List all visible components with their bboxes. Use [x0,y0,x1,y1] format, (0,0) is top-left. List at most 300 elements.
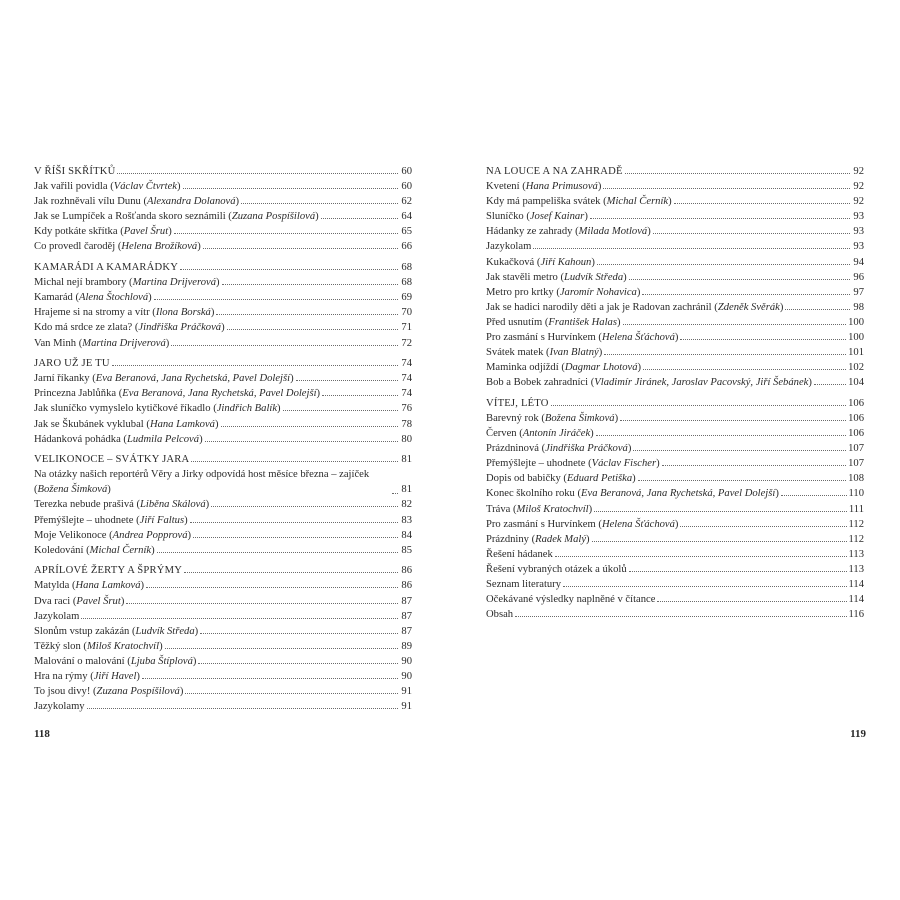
section-title [34,452,189,467]
entry-title-text: Maminka odjíždí [486,362,559,374]
entry-title: Pro zasmání s Hurvínkem (Helena Šťáchová) [486,332,679,344]
entry-page-number: 89 [401,640,412,652]
entry-page-number: 106 [848,397,864,409]
entry-title-text: Hrajeme si na stromy a vítr [34,307,150,319]
entry-title-text: Svátek matek [486,347,544,359]
entry-title-text: Očekávané výsledky naplněné v čítance [486,594,656,606]
entry-page-number: 81 [401,454,412,466]
dot-leader [642,294,850,295]
entry-author: Dagmar Lhotová [564,362,638,374]
toc-entry [486,360,864,375]
dot-leader [211,506,398,507]
dot-leader [185,693,398,694]
entry-title: Jak rozhněvali vílu Dunu (Alexandra Dolanová) [34,196,240,208]
entry-title-text: KAMARÁDI A KAMARÁDKY [34,262,179,274]
entry-author: Zdeněk Svěrák [717,301,780,313]
toc-section-heading [34,356,412,371]
entry-title: Dva raci (Pavel Šrut) [34,595,125,607]
entry-title-text: Obsah [486,609,514,621]
entry-author: Radek Malý [535,533,587,545]
entry-title-text: Koledování [34,544,84,556]
section-title [34,563,182,578]
entry-author: Božena Šimková [544,413,615,424]
dot-leader [620,420,846,421]
entry-author: Eduard Petiška [566,473,633,485]
entry-page-number: 112 [848,533,864,545]
entry-page-number: 74 [401,358,412,370]
entry-page-number: 68 [401,262,412,274]
entry-author: Michal Černík [89,544,152,556]
entry-title-text: Prázdninová [486,443,539,455]
dot-leader [596,435,846,436]
entry-author: Andrea Popprová [112,529,188,541]
entry-page-number: 91 [401,686,412,698]
entry-title-text: JARO UŽ JE TU [34,358,110,370]
entry-author: Hana Lamková [75,580,141,592]
entry-title-text: Jak se Škubánek vyklubal [34,418,144,430]
dot-leader [112,365,398,366]
entry-page-number: 72 [401,337,412,349]
dot-leader [174,233,398,234]
entry-title: Hádanková pohádka (Ludmila Pelcová) [34,433,203,445]
toc-entry [34,179,412,194]
toc-entry [486,411,864,426]
entry-author: Zuzana Pospíšilová [96,686,180,698]
toc-entry [34,320,412,335]
dot-leader [146,587,398,588]
dot-leader [653,233,850,234]
toc-entry [486,375,864,390]
entry-title-text: Hádanková pohádka [34,433,121,445]
dot-leader [283,410,398,411]
toc-entry [486,471,864,486]
toc-entry [34,432,412,447]
toc-entry [34,513,412,528]
dot-leader [165,648,398,649]
dot-leader [680,526,846,527]
dot-leader [680,339,846,340]
entry-page-number: 69 [401,292,412,304]
entry-author: Milada Motlová [578,226,648,238]
entry-page-number: 60 [401,181,412,193]
dot-leader [205,441,398,442]
entry-author: Václav Čtvrtek [113,181,177,193]
entry-page-number: 80 [401,433,412,445]
toc-entry [34,371,412,386]
toc-entry [486,502,864,517]
entry-title: Co provedl čaroděj (Helena Brožíková) [34,241,201,253]
entry-author: Jindřiška Práčková [545,443,628,455]
entry-title: Hrajeme si na stromy a vítr (Ilona Borská) [34,307,215,319]
dot-leader [321,218,398,219]
toc-entry [486,194,864,209]
entry-title-text: Přemýšlejte – uhodnete [486,458,586,470]
toc-section-heading [34,452,412,467]
entry-title-text: Jak se hadici narodily děti a jak je Radovan zachránil [486,301,712,313]
entry-page-number: 87 [401,625,412,637]
dot-leader [216,314,398,315]
entry-title: Koledování (Michal Černík) [34,544,155,556]
toc-entry [486,224,864,239]
entry-title [486,577,561,592]
entry-page-number: 64 [401,211,412,223]
entry-title-text: Červen [486,428,517,440]
entry-page-number: 85 [401,544,412,556]
entry-page-number: 87 [401,595,412,607]
entry-title: Princezna Jablůňka (Eva Beranová, Jana Rychetská, Pavel Dolejší) [34,388,321,400]
entry-page-number: 114 [848,594,864,606]
entry-page-number: 86 [401,565,412,577]
dot-leader [241,203,398,204]
toc-entry [486,517,864,532]
left-page [34,164,412,714]
dot-leader [623,324,847,325]
toc-entry [486,577,864,592]
entry-page-number: 74 [401,373,412,385]
dot-leader [190,522,398,523]
dot-leader [603,188,850,189]
dot-leader [191,461,398,462]
entry-title: Hra na rýmy (Jiří Havel) [34,671,140,682]
entry-title: Jak se hadici narodily děti a jak je Radovan zachránil (Zdeněk Svěrák) [486,301,784,313]
entry-page-number: 101 [848,347,864,359]
toc-entry [34,224,412,239]
entry-title-text: Jazykolamy [34,701,85,713]
entry-title-text: Těžký slon [34,640,81,652]
entry-title-text: Hádanky ze zahrady [486,226,573,238]
dot-leader [814,384,846,385]
entry-title-text: Seznam literatury [486,579,562,591]
entry-title: Metro pro krtky (Jaromír Nohavica) [486,286,641,298]
dot-leader [171,345,398,346]
entry-title: Kamarád (Alena Štochlová) [34,292,152,304]
toc-entry [34,336,412,351]
entry-author: Zuzana Pospíšilová [231,211,316,223]
entry-author: Alexandra Dolanová [146,196,236,208]
entry-author: Martina Drijverová [132,277,217,289]
entry-page-number: 65 [401,226,412,238]
entry-title: Maminka odjíždí (Dagmar Lhotová) [486,362,642,374]
dot-leader [221,426,399,427]
entry-page-number: 83 [401,514,412,526]
toc-entry [486,345,864,360]
dot-leader [638,480,846,481]
entry-title-text: Jazykolam [34,610,80,622]
entry-page-number: 106 [848,413,864,424]
entry-title: Malování o malování (Ljuba Štíplová) [34,655,197,667]
dot-leader [633,450,846,451]
dot-leader [200,633,398,634]
entry-page-number: 104 [848,377,864,389]
entry-title: Michal nejí brambory (Martina Drijverová) [34,277,220,289]
entry-page-number: 116 [848,609,864,621]
entry-page-number: 84 [401,529,412,541]
toc-section-heading [34,260,412,275]
entry-title-text: Jak vařili povidla [34,181,108,193]
entry-title-text: Kvetení [486,181,520,193]
entry-title: To jsou divy! (Zuzana Pospíšilová) [34,686,184,698]
entry-author: Jiří Havel [93,671,137,682]
entry-page-number: 92 [853,166,864,177]
entry-title-text: Hra na rýmy [34,671,88,682]
entry-author: Pavel Šrut [76,595,121,607]
section-title [34,260,178,275]
entry-page-number: 97 [853,286,864,298]
toc-entry [486,255,864,270]
entry-title [486,562,627,577]
entry-title: Svátek matek (Ivan Blatný) [486,347,603,359]
toc-entry [34,209,412,224]
dot-leader [515,616,846,617]
toc-entry [34,699,412,714]
toc-entry [34,194,412,209]
dot-leader [142,678,398,679]
entry-title-text: Pro zasmání s Hurvínkem [486,332,596,344]
entry-page-number: 71 [401,322,412,334]
entry-page-number: 107 [848,443,864,455]
section-title [486,164,623,179]
entry-title-text: Barevný rok [486,413,539,424]
dot-leader [227,329,398,330]
entry-title: Dopis od babičky (Eduard Petiška) [486,473,636,485]
entry-title-text: Van Minh [34,337,77,349]
dot-leader [629,279,850,280]
entry-author: Pavel Šrut [123,226,169,238]
dot-leader [193,537,398,538]
entry-author: Ivan Blatný [549,347,599,359]
toc-entry [34,609,412,624]
dot-leader [781,495,847,496]
dot-leader [154,299,398,300]
entry-page-number: 60 [401,166,412,177]
toc-entry [486,547,864,562]
entry-page-number: 92 [853,181,864,193]
entry-author: Helena Šťáchová [601,332,675,344]
dot-leader [662,465,847,466]
toc-entry [34,275,412,290]
entry-author: Jiří Kahoun [540,256,592,268]
entry-author: Václav Fischer [591,458,657,470]
entry-title: Sluníčko (Josef Kainar) [486,211,588,223]
entry-title-text: Jarní říkanky [34,373,90,385]
entry-title: Bob a Bobek zahradníci (Vladimír Jiránek, Jaroslav Pacovský, Jiří Šebánek) [486,377,812,389]
entry-author: Ludmila Pelcová [126,433,200,445]
entry-title: Těžký slon (Miloš Kratochvíl) [34,640,163,652]
dot-leader [533,248,850,249]
dot-leader [643,369,846,370]
section-title [34,164,115,179]
toc-entry [486,426,864,441]
dot-leader [322,395,398,396]
entry-page-number: 87 [401,610,412,622]
entry-title-text: Kdy má pampeliška svátek [486,196,601,208]
table-of-contents-left [34,164,412,714]
toc-entry [486,456,864,471]
dot-leader [657,601,846,602]
dot-leader [392,493,398,494]
entry-title: Před usnutím (František Halas) [486,316,621,328]
toc-entry [34,639,412,654]
entry-author: Hana Primusová [525,181,598,193]
dot-leader [222,284,398,285]
entry-page-number: 112 [848,518,864,530]
entry-title: Hádanky ze zahrady (Milada Motlová) [486,226,651,238]
entry-page-number: 110 [848,488,864,500]
entry-page-number: 81 [401,484,412,496]
dot-leader [117,173,398,174]
toc-section-heading [34,164,412,179]
entry-page-number: 93 [853,211,864,223]
entry-author: Liběna Skálová [140,499,206,511]
entry-title-text: Řešení hádanek [486,548,553,560]
entry-title: Jak se Škubánek vyklubal (Hana Lamková) [34,418,219,430]
toc-entry [486,486,864,501]
entry-author: Ljuba Štíplová [130,655,193,667]
toc-entry [486,285,864,300]
dot-leader [184,572,398,573]
entry-title: Jak sluníčko vymyslelo kytičkové říkadlo (Jindřich Balík) [34,403,281,415]
entry-title-text: NA LOUCE A NA ZAHRADĚ [486,166,623,177]
entry-title-text: Konec školního roku [486,488,575,500]
toc-entry [34,543,412,558]
entry-page-number: 102 [848,362,864,374]
entry-title: Prázdniny (Radek Malý) [486,533,590,545]
entry-title: Jarní říkanky (Eva Beranová, Jana Rychetská, Pavel Dolejší) [34,373,294,385]
entry-title-text: Jak rozhněvali vílu Dunu [34,196,141,208]
entry-title-text: Pro zasmání s Hurvínkem [486,518,596,530]
entry-page-number: 86 [401,580,412,592]
entry-page-number: 66 [401,241,412,253]
entry-title-text: To jsou divy! [34,686,91,698]
entry-title: Prázdninová (Jindřiška Práčková) [486,443,632,455]
entry-title-text: Jak stavěli metro [486,271,558,283]
entry-title: Kvetení (Hana Primusová) [486,181,602,193]
dot-leader [629,571,847,572]
toc-entry [486,239,864,254]
dot-leader [674,203,850,204]
entry-page-number: 91 [401,701,412,713]
entry-author: Antonín Jiráček [522,428,591,440]
toc-entry [486,562,864,577]
entry-author: Vladimír Jiránek, Jaroslav Pacovský, Jiří Šebánek [594,377,809,389]
entry-author: Jiří Faltus [139,514,185,526]
dot-leader [625,173,850,174]
entry-author: Ludvík Středa [563,271,624,283]
entry-title-text: Michal nejí brambory [34,277,127,289]
dot-leader [180,269,398,270]
entry-title-text: Prázdniny [486,533,529,545]
entry-author: Alena Štochlová [79,292,149,304]
right-page [486,164,864,622]
entry-author: Jindřich Balík [216,403,278,415]
entry-page-number: 82 [401,499,412,511]
entry-title-text: Princezna Jablůňka [34,388,117,400]
dot-leader [126,603,398,604]
entry-page-number: 76 [401,403,412,415]
entry-title: Kdy potkáte skřítka (Pavel Šrut) [34,226,172,238]
entry-title: Kdy má pampeliška svátek (Michal Černík) [486,196,672,208]
entry-title: Terezka nebude prašivá (Liběna Skálová) [34,499,210,511]
entry-title-text: Tráva [486,503,511,515]
entry-author: Helena Šťáchová [601,518,675,530]
toc-entry [486,592,864,607]
entry-title-text: Před usnutím [486,316,543,328]
entry-author: Helena Brožíková [121,241,198,253]
entry-title-text: Kdy potkáte skřítka [34,226,118,238]
toc-entry [34,684,412,699]
entry-author: Miloš Kratochvíl [516,503,589,515]
entry-title-text: Přemýšlejte – uhodnete [34,514,134,526]
entry-author: Michal Černík [606,196,669,208]
entry-title: Moje Velikonoce (Andrea Popprová) [34,529,192,541]
dot-leader [590,218,850,219]
entry-title: Na otázky našich reportérů Věry a Jirky odpovídá host měsíce března – zajíček (Božena Šimková) [34,469,370,496]
entry-title-text: Slonům vstup zakázán [34,625,130,637]
entry-title: Tráva (Miloš Kratochvíl) [486,503,593,515]
toc-section-heading [486,396,864,411]
page-number-left: 118 [34,728,50,740]
entry-title: Van Minh (Martina Drijverová) [34,337,170,349]
entry-title-text: Sluníčko [486,211,524,223]
entry-page-number: 68 [401,277,412,289]
entry-page-number: 98 [853,301,864,313]
page-number-right: 119 [850,728,866,740]
toc-entry [486,179,864,194]
entry-author: Martina Drijverová [82,337,166,349]
entry-title-text: V ŘÍŠI SKŘÍTKŮ [34,166,116,177]
toc-entry [486,209,864,224]
entry-author: Ludvík Středa [135,625,195,637]
toc-entry [34,467,412,497]
entry-title: Jak stavěli metro (Ludvík Středa) [486,271,627,283]
entry-title: Přemýšlejte – uhodnete (Jiří Faltus) [34,514,188,526]
entry-page-number: 93 [853,226,864,238]
entry-title-text: Řešení vybraných otázek a úkolů [486,563,627,575]
entry-page-number: 100 [848,316,864,328]
entry-title: Červen (Antonín Jiráček) [486,428,594,440]
toc-entry [34,239,412,254]
entry-author: Josef Kainar [529,211,585,223]
entry-title-text: Malování o malování [34,655,125,667]
dot-leader [604,354,846,355]
entry-title: Barevný rok (Božena Šimková) [486,413,619,424]
entry-title-text: VELIKONOCE – SVÁTKY JARA [34,454,190,466]
entry-title: Kdo má srdce ze zlata? (Jindřiška Práčková) [34,322,225,334]
entry-author: Ilona Borská [155,307,211,319]
toc-entry [486,607,864,622]
toc-entry [486,330,864,345]
entry-page-number: 106 [848,428,864,440]
toc-entry [486,300,864,315]
entry-author: Jindřiška Práčková [138,322,222,334]
entry-title [486,607,513,622]
dot-leader [551,405,846,406]
entry-title: Jak vařili povidla (Václav Čtvrtek) [34,181,181,193]
toc-entry [34,624,412,639]
entry-page-number: 62 [401,196,412,208]
toc-entry [34,305,412,320]
toc-section-heading [486,164,864,179]
entry-title-text: Kukačková [486,256,535,268]
entry-page-number: 114 [848,579,864,591]
entry-title-text: Dva raci [34,595,71,607]
entry-page-number: 111 [848,503,864,515]
dot-leader [785,309,850,310]
entry-title-text: APRÍLOVÉ ŽERTY A ŠPRÝMY [34,565,183,577]
toc-entry [34,578,412,593]
entry-page-number: 94 [853,256,864,268]
entry-title-text: Terezka nebude prašivá [34,499,134,511]
